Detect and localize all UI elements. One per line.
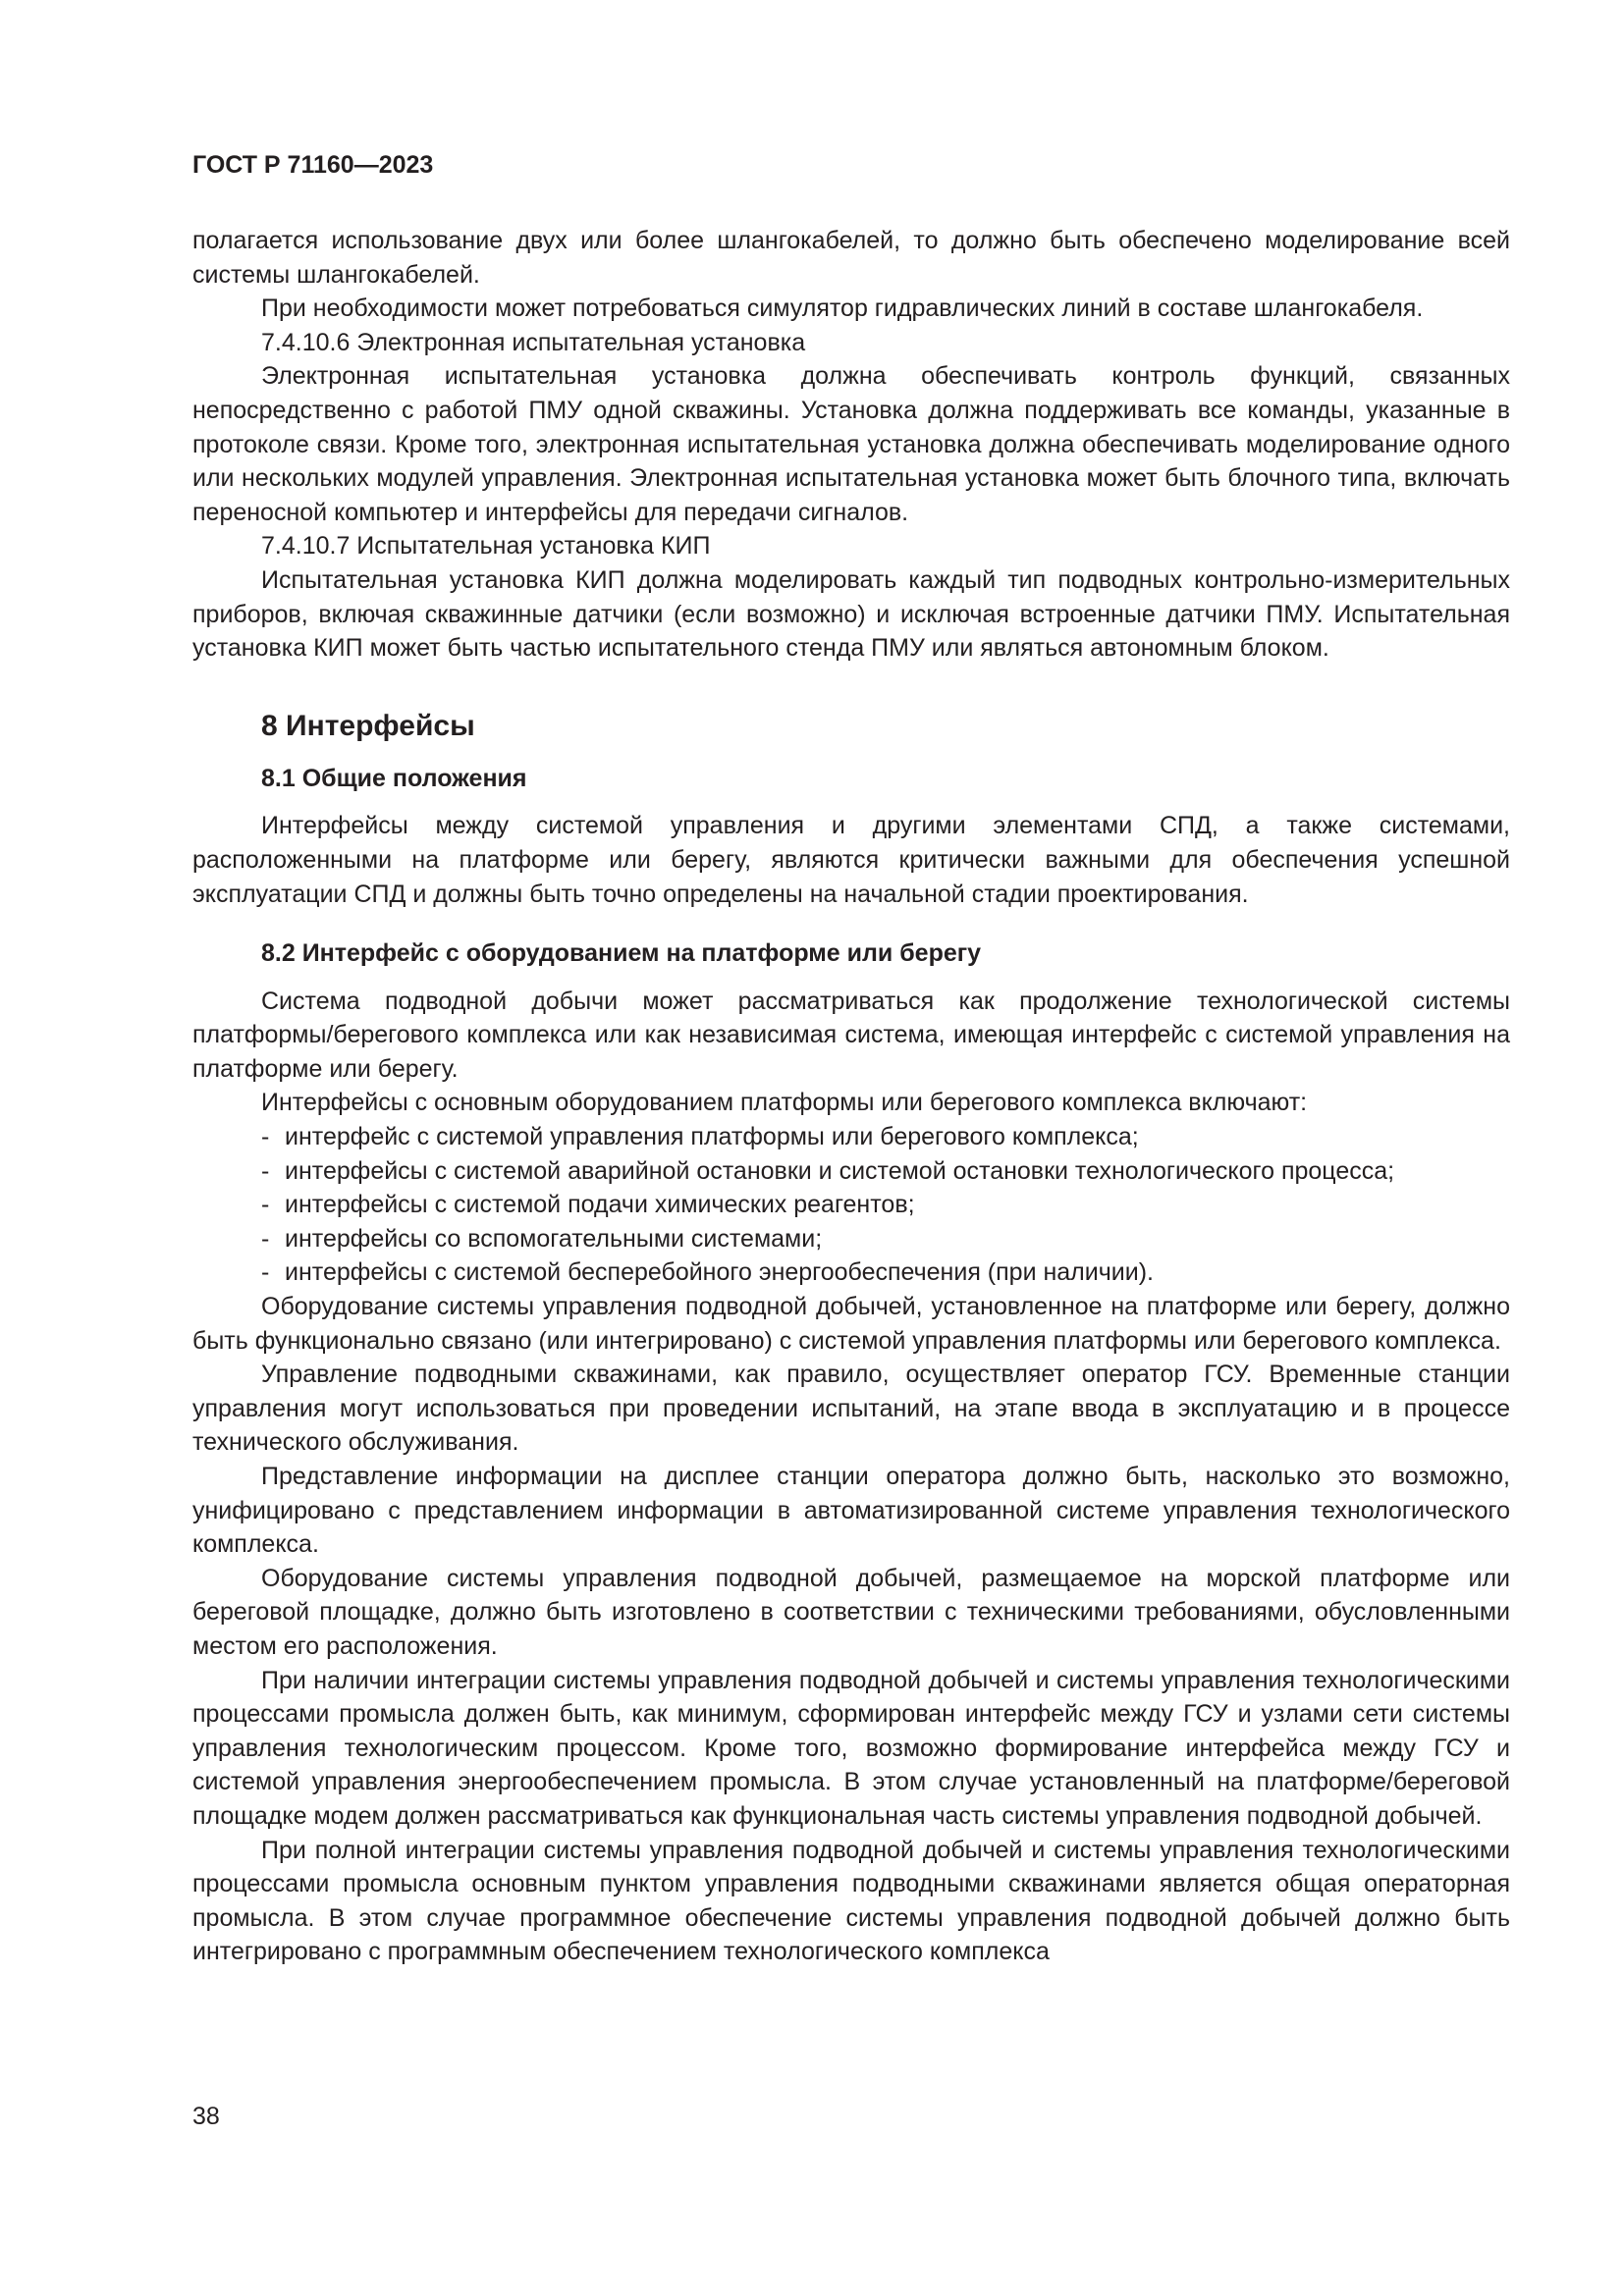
paragraph: При полной интеграции системы управления подводной добычей и системы управления технологическими процессами промысла основным пунктом управления подводными скважинами является общая операторная промысла. В этом случае программное обеспечение системы управления подводной добычей должно быть интегрировано с программным обеспечением технологического комплекса bbox=[192, 1836, 1510, 1966]
paragraph: Система подводной добычи может рассматриваться как продолжение технологической системы платформы/берегового комплекса или как независимая система, имеющая интерфейс с системой управления на платформе или берегу. bbox=[192, 987, 1510, 1083]
page-body bbox=[192, 224, 1510, 1969]
subsection-heading-7-4-10-6: 7.4.10.6 Электронная испытательная установка bbox=[261, 328, 806, 356]
paragraph: Оборудование системы управления подводной добычей, размещаемое на морской платформе или береговой площадке, должно быть изготовлено в соответствии с техническими требованиями, обусловленными местом его расположения. bbox=[192, 1564, 1510, 1660]
list-item: - интерфейсы с системой аварийной остановки и системой остановки технологического процесса; bbox=[261, 1154, 1510, 1189]
paragraph: Электронная испытательная установка должна обеспечивать контроль функций, связанных непосредственно с работой ПМУ одной скважины. Установка должна поддерживать все команды, указанные в протоколе связи. Кроме того, электронная испытательная установка должна обеспечивать моделирование одного или нескольких модулей управления. Электронная испытательная установка может быть блочного типа, включать переносной компьютер и интерфейсы для передачи сигналов. bbox=[192, 362, 1510, 526]
list-item: - интерфейсы со вспомогательными системами; bbox=[261, 1222, 1510, 1256]
paragraph: Интерфейсы с основным оборудованием платформы или берегового комплекса включают: bbox=[261, 1089, 1308, 1117]
subsection-heading-7-4-10-7: 7.4.10.7 Испытательная установка КИП bbox=[261, 532, 711, 561]
paragraph: При необходимости может потребоваться симулятор гидравлических линий в составе шлангокабеля. bbox=[261, 294, 1424, 323]
paragraph: Оборудование системы управления подводной добычей, установленное на платформе или берегу, должно быть функционально связано (или интегрировано) с системой управления платформы или берегового комплекса. bbox=[192, 1293, 1510, 1355]
subsection-title-8-2: 8.2 Интерфейс с оборудованием на платформе или берегу bbox=[261, 939, 982, 968]
paragraph: Представление информации на дисплее станции оператора должно быть, насколько это возможно, унифицировано с представлением информации в автоматизированной системе управления технологического комплекса. bbox=[192, 1463, 1510, 1559]
paragraph: При наличии интеграции системы управления подводной добычей и системы управления технологическими процессами промысла должен быть, как минимум, сформирован интерфейс между ГСУ и узлами сети системы управления технологическим процессом. Кроме того, возможно формирование интерфейса между ГСУ и системой управления энергообеспечением промысла. В этом случае установленный на платформе/береговой площадке модем должен рассматриваться как функциональная часть системы управления подводной добычей. bbox=[192, 1666, 1510, 1830]
paragraph-continuation: полагается использование двух или более шлангокабелей, то должно быть обеспечено моделирование всей системы шлангокабелей. bbox=[192, 227, 1510, 289]
interfaces-list bbox=[192, 1120, 1510, 1290]
paragraph: Испытательная установка КИП должна моделировать каждый тип подводных контрольно-измерительных приборов, включая скважинные датчики (если возможно) и исключая встроенные датчики ПМУ. Испытательная установка КИП может быть частью испытательного стенда ПМУ или являться автономным блоком. bbox=[192, 565, 1510, 663]
subsection-title-8-1: 8.1 Общие положения bbox=[261, 764, 527, 792]
list-item: - интерфейс с системой управления платформы или берегового комплекса; bbox=[261, 1120, 1510, 1154]
paragraph: Интерфейсы между системой управления и другими элементами СПД, а также системами, расположенными на платформе или берегу, являются критически важными для обеспечения успешной эксплуатации СПД и должны быть точно определены на начальной стадии проектирования. bbox=[192, 812, 1510, 908]
list-item: - интерфейсы с системой бесперебойного энергообеспечения (при наличии). bbox=[261, 1255, 1510, 1290]
section-title-8: 8 Интерфейсы bbox=[261, 709, 475, 742]
paragraph: Управление подводными скважинами, как правило, осуществляет оператор ГСУ. Временные станции управления могут использоваться при проведении испытаний, на этапе ввода в эксплуатацию и в процессе технического обслуживания. bbox=[192, 1361, 1510, 1457]
page-number: 38 bbox=[192, 2103, 220, 2130]
document-code-header: ГОСТ Р 71160—2023 bbox=[192, 151, 434, 179]
list-item: - интерфейсы с системой подачи химических реагентов; bbox=[261, 1188, 1510, 1222]
